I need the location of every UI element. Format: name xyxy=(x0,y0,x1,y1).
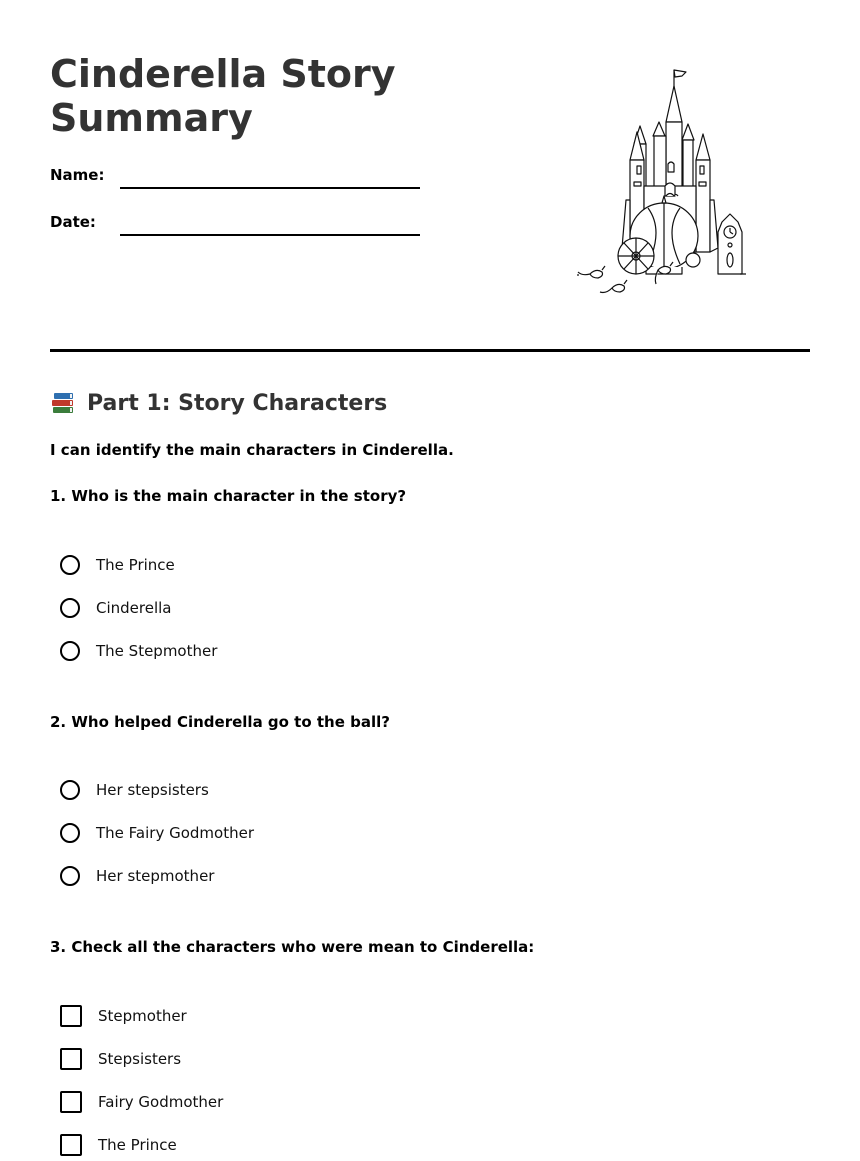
q1-option-1[interactable] xyxy=(60,553,175,577)
learning-objective: I can identify the main characters in Cinderella. xyxy=(50,441,454,459)
name-label: Name: xyxy=(50,166,105,184)
option-label: The Stepmother xyxy=(96,642,218,660)
radio-button[interactable] xyxy=(60,598,80,618)
date-line[interactable] xyxy=(120,234,420,236)
question-3: 3. Check all the characters who were mean to Cinderella: xyxy=(50,938,535,956)
radio-button[interactable] xyxy=(60,780,80,800)
option-label: Cinderella xyxy=(96,599,172,617)
q2-option-3[interactable] xyxy=(60,864,214,888)
checkbox[interactable] xyxy=(60,1091,82,1113)
part1-heading xyxy=(50,390,387,416)
q3-option-1[interactable] xyxy=(60,1004,187,1028)
checkbox[interactable] xyxy=(60,1134,82,1156)
radio-button[interactable] xyxy=(60,555,80,575)
section-divider xyxy=(50,349,810,352)
q2-option-1[interactable] xyxy=(60,778,209,802)
q2-option-2[interactable] xyxy=(60,821,254,845)
radio-button[interactable] xyxy=(60,823,80,843)
option-label: The Prince xyxy=(98,1136,177,1154)
books-icon xyxy=(50,390,76,416)
option-label: The Fairy Godmother xyxy=(96,824,254,842)
option-label: The Prince xyxy=(96,556,175,574)
page-title: Cinderella Story Summary xyxy=(50,52,396,140)
q1-option-2[interactable] xyxy=(60,596,172,620)
radio-button[interactable] xyxy=(60,641,80,661)
option-label: Stepsisters xyxy=(98,1050,182,1068)
checkbox[interactable] xyxy=(60,1048,82,1070)
radio-button[interactable] xyxy=(60,866,80,886)
q3-option-2[interactable] xyxy=(60,1047,181,1071)
part1-heading-text: Part 1: Story Characters xyxy=(87,390,388,416)
question-2: 2. Who helped Cinderella go to the ball? xyxy=(50,713,390,731)
option-label: Her stepmother xyxy=(96,867,215,885)
castle-illustration xyxy=(570,62,750,308)
checkbox[interactable] xyxy=(60,1005,82,1027)
q3-option-3[interactable] xyxy=(60,1090,223,1114)
q1-option-3[interactable] xyxy=(60,639,217,663)
option-label: Fairy Godmother xyxy=(98,1093,224,1111)
option-label: Her stepsisters xyxy=(96,781,209,799)
option-label: Stepmother xyxy=(98,1007,187,1025)
q3-option-4[interactable] xyxy=(60,1133,177,1157)
date-label: Date: xyxy=(50,213,96,231)
question-1: 1. Who is the main character in the story? xyxy=(50,487,407,505)
name-line[interactable] xyxy=(120,187,420,189)
